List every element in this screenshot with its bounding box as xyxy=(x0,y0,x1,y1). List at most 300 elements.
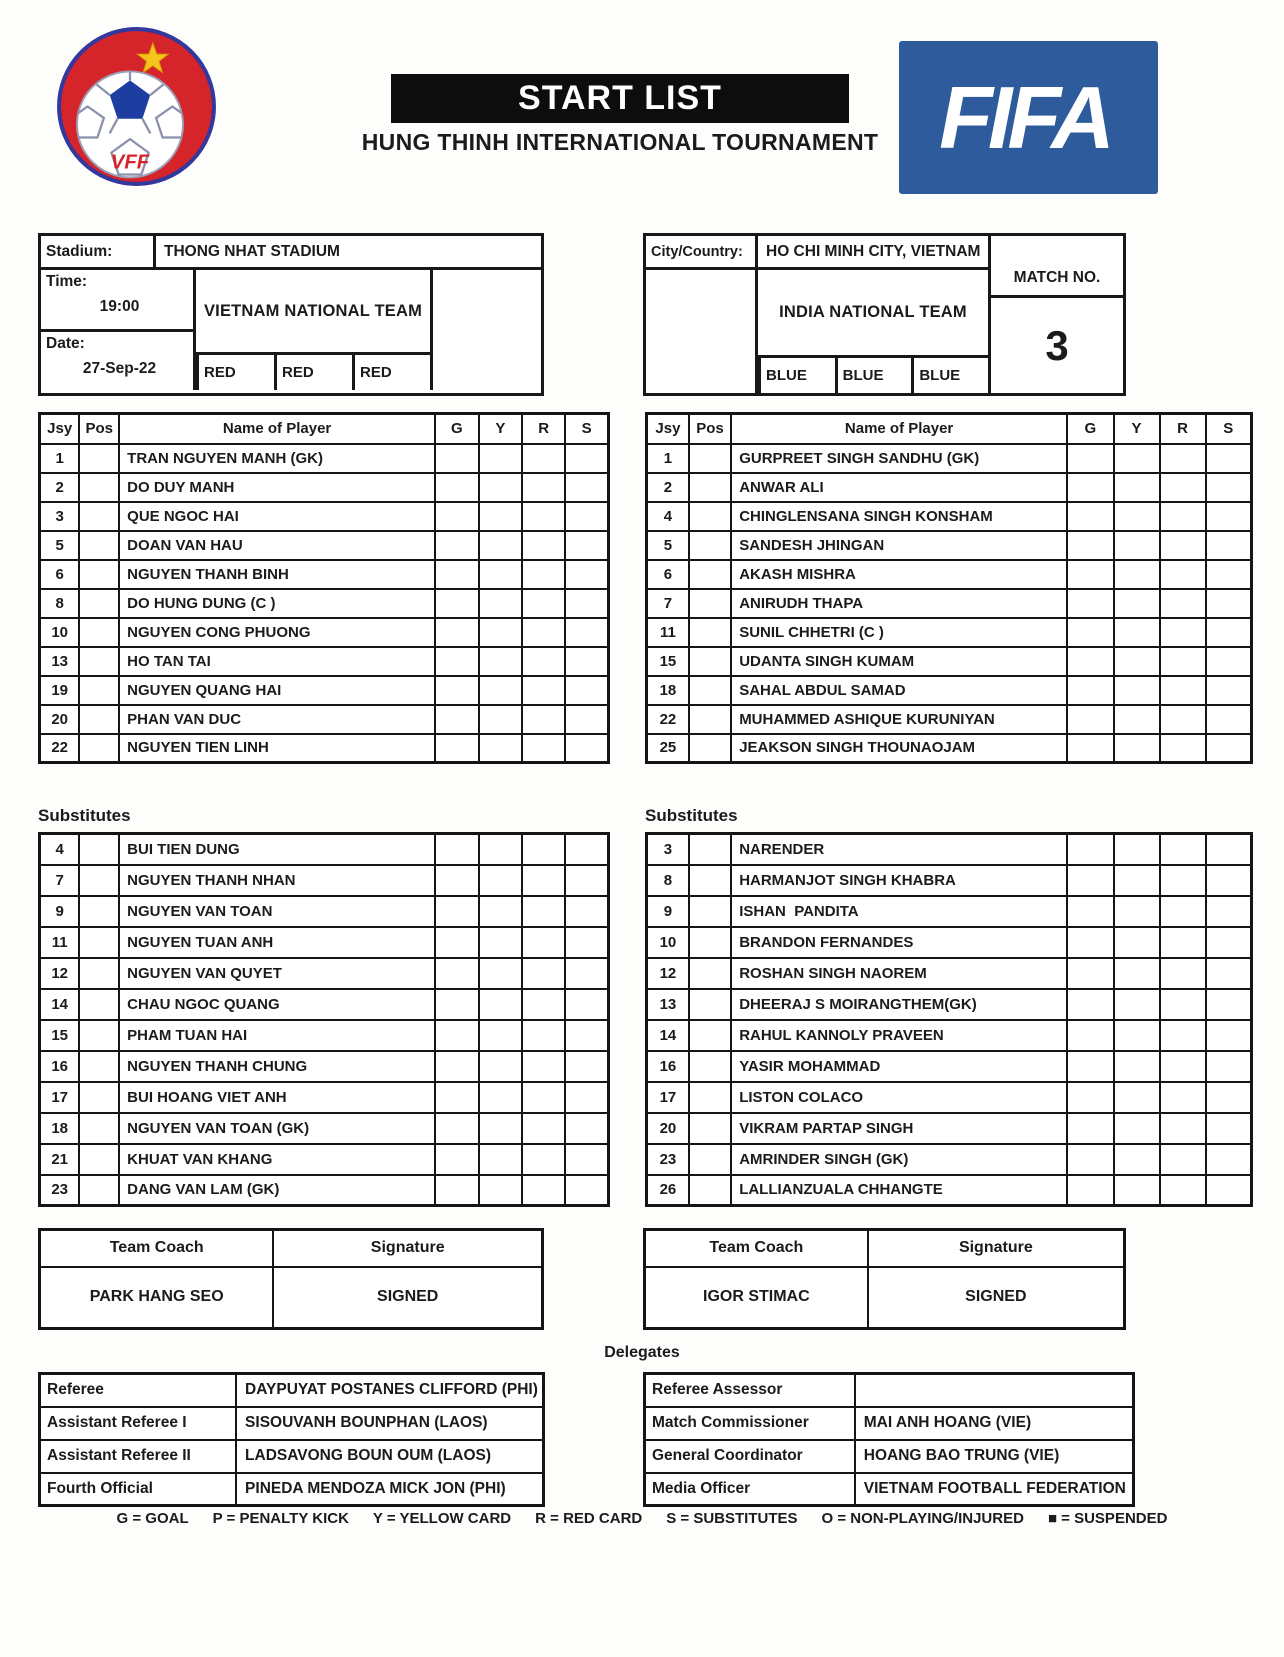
position-cell xyxy=(689,1051,731,1082)
away-kit-colors xyxy=(758,358,988,393)
substitute-cell xyxy=(1206,1175,1252,1206)
player-row xyxy=(647,589,1252,618)
away-panel-main xyxy=(646,236,988,393)
player-row xyxy=(40,1082,609,1113)
red-card-cell xyxy=(1160,834,1206,865)
substitute-cell xyxy=(1206,618,1252,647)
position-cell xyxy=(689,531,731,560)
goal-cell xyxy=(435,589,479,618)
substitute-cell xyxy=(565,647,608,676)
yellow-card-cell xyxy=(479,927,522,958)
jersey-number-cell: 16 xyxy=(40,1051,80,1082)
player-row xyxy=(647,647,1252,676)
substitute-cell xyxy=(1206,1051,1252,1082)
legend-item: G = GOAL xyxy=(116,1510,189,1527)
jersey-number-cell: 17 xyxy=(647,1082,689,1113)
red-card-cell xyxy=(522,896,565,927)
yellow-card-cell xyxy=(479,1051,522,1082)
goal-cell xyxy=(435,834,479,865)
yellow-card-cell xyxy=(479,1082,522,1113)
substitute-cell xyxy=(565,589,608,618)
goal-cell xyxy=(1067,834,1114,865)
substitute-cell xyxy=(1206,865,1252,896)
yellow-card-cell xyxy=(1114,865,1160,896)
goal-cell xyxy=(1067,618,1114,647)
substitute-cell xyxy=(565,989,608,1020)
jersey-number-cell: 17 xyxy=(40,1082,80,1113)
kit-color-cell: RED xyxy=(196,355,274,390)
goal-cell xyxy=(1067,1020,1114,1051)
position-cell xyxy=(79,531,119,560)
yellow-card-cell xyxy=(1114,958,1160,989)
goal-cell xyxy=(1067,1051,1114,1082)
legend-item: R = RED CARD xyxy=(535,1510,643,1527)
substitute-cell xyxy=(565,676,608,705)
yellow-card-cell xyxy=(1114,676,1160,705)
substitute-cell xyxy=(565,1082,608,1113)
jersey-number-cell: 11 xyxy=(40,927,80,958)
player-row xyxy=(647,896,1252,927)
goal-cell xyxy=(1067,502,1114,531)
player-row xyxy=(647,705,1252,734)
red-card-cell xyxy=(1160,927,1206,958)
substitute-cell xyxy=(1206,896,1252,927)
yellow-header: Y xyxy=(1114,414,1160,444)
goal-cell xyxy=(435,444,479,473)
position-cell xyxy=(689,1020,731,1051)
substitute-cell xyxy=(565,1051,608,1082)
jersey-number-cell: 10 xyxy=(647,927,689,958)
delegate-role-label: Assistant Referee I xyxy=(40,1407,237,1440)
player-name-cell: YASIR MOHAMMAD xyxy=(731,1051,1067,1082)
delegate-role-label: Match Commissioner xyxy=(645,1407,855,1440)
player-row xyxy=(647,834,1252,865)
yellow-card-cell xyxy=(479,834,522,865)
home-coach-section xyxy=(38,1228,544,1330)
yellow-card-cell xyxy=(479,958,522,989)
substitute-cell xyxy=(565,834,608,865)
player-row xyxy=(40,560,609,589)
delegate-row xyxy=(40,1374,544,1407)
position-cell xyxy=(689,647,731,676)
red-card-cell xyxy=(522,560,565,589)
red-card-cell xyxy=(1160,705,1206,734)
substitute-cell xyxy=(1206,927,1252,958)
red-card-cell xyxy=(522,589,565,618)
jersey-number-cell: 23 xyxy=(40,1175,80,1206)
substitute-cell xyxy=(565,473,608,502)
goal-cell xyxy=(1067,531,1114,560)
position-cell xyxy=(79,589,119,618)
legend-item: P = PENALTY KICK xyxy=(212,1510,349,1527)
substitute-cell xyxy=(565,1113,608,1144)
goal-cell xyxy=(435,896,479,927)
jersey-number-cell: 26 xyxy=(647,1175,689,1206)
goal-cell xyxy=(1067,676,1114,705)
yellow-card-cell xyxy=(1114,531,1160,560)
player-row xyxy=(40,705,609,734)
goal-cell xyxy=(1067,560,1114,589)
abbreviations-legend xyxy=(0,1510,1284,1527)
home-coach-name: PARK HANG SEO xyxy=(40,1267,274,1329)
yellow-card-cell xyxy=(479,734,522,763)
yellow-card-cell xyxy=(1114,618,1160,647)
player-name-cell: NGUYEN TUAN ANH xyxy=(119,927,435,958)
position-cell xyxy=(689,1144,731,1175)
position-cell xyxy=(79,647,119,676)
jersey-number-cell: 9 xyxy=(40,896,80,927)
red-header: R xyxy=(1160,414,1206,444)
player-name-cell: VIKRAM PARTAP SINGH xyxy=(731,1113,1067,1144)
red-card-cell xyxy=(1160,1020,1206,1051)
red-card-cell xyxy=(522,958,565,989)
coach-value-row xyxy=(645,1267,1125,1329)
substitute-cell xyxy=(1206,734,1252,763)
position-cell xyxy=(79,896,119,927)
legend-item: ■ = SUSPENDED xyxy=(1047,1510,1168,1527)
goal-cell xyxy=(435,1144,479,1175)
legend-item: Y = YELLOW CARD xyxy=(372,1510,512,1527)
yellow-card-cell xyxy=(479,705,522,734)
goal-cell xyxy=(435,734,479,763)
substitute-cell xyxy=(565,531,608,560)
position-cell xyxy=(689,1175,731,1206)
delegate-name-value: VIETNAM FOOTBALL FEDERATION xyxy=(855,1473,1134,1506)
red-card-cell xyxy=(1160,1051,1206,1082)
player-name-cell: GURPREET SINGH SANDHU (GK) xyxy=(731,444,1067,473)
away-coach-section xyxy=(643,1228,1126,1330)
position-cell xyxy=(79,560,119,589)
red-card-cell xyxy=(522,927,565,958)
jersey-number-cell: 12 xyxy=(40,958,80,989)
yellow-card-cell xyxy=(1114,834,1160,865)
away-substitutes-table xyxy=(645,832,1253,1207)
substitute-cell xyxy=(1206,958,1252,989)
jersey-number-cell: 1 xyxy=(40,444,80,473)
substitute-cell xyxy=(565,618,608,647)
delegate-role-label: Assistant Referee II xyxy=(40,1440,237,1473)
goal-header: G xyxy=(435,414,479,444)
red-card-cell xyxy=(522,473,565,502)
red-card-cell xyxy=(522,1113,565,1144)
jersey-number-cell: 4 xyxy=(647,502,689,531)
yellow-card-cell xyxy=(1114,1175,1160,1206)
signature-label: Signature xyxy=(273,1230,542,1267)
position-cell xyxy=(79,927,119,958)
fifa-logo-text: FIFA xyxy=(939,67,1110,167)
away-team-box xyxy=(758,270,988,393)
position-cell xyxy=(689,834,731,865)
red-card-cell xyxy=(1160,676,1206,705)
page-title: START LIST xyxy=(518,79,722,117)
jersey-number-cell: 6 xyxy=(647,560,689,589)
substitute-cell xyxy=(565,927,608,958)
home-starters-table xyxy=(38,412,610,764)
jersey-number-cell: 10 xyxy=(40,618,80,647)
player-name-cell: DANG VAN LAM (GK) xyxy=(119,1175,435,1206)
player-name-cell: UDANTA SINGH KUMAM xyxy=(731,647,1067,676)
jersey-number-cell: 1 xyxy=(647,444,689,473)
delegate-row xyxy=(40,1407,544,1440)
jersey-number-cell: 3 xyxy=(40,502,80,531)
red-card-cell xyxy=(522,531,565,560)
player-name-cell: NGUYEN TIEN LINH xyxy=(119,734,435,763)
delegate-role-label: Media Officer xyxy=(645,1473,855,1506)
position-cell xyxy=(689,473,731,502)
player-row xyxy=(647,502,1252,531)
red-card-cell xyxy=(522,1020,565,1051)
substitute-cell xyxy=(1206,676,1252,705)
goal-cell xyxy=(1067,1082,1114,1113)
jersey-number-cell: 20 xyxy=(40,705,80,734)
position-cell xyxy=(79,865,119,896)
substitutes-heading: Substitutes xyxy=(645,806,738,825)
delegate-role-label: Fourth Official xyxy=(40,1473,237,1506)
goal-cell xyxy=(435,560,479,589)
red-card-cell xyxy=(522,734,565,763)
away-starters-table xyxy=(645,412,1253,764)
home-coach-table xyxy=(38,1228,544,1330)
player-row xyxy=(40,1144,609,1175)
yellow-card-cell xyxy=(1114,647,1160,676)
delegate-row xyxy=(645,1440,1134,1473)
position-cell xyxy=(689,618,731,647)
player-name-cell: CHINGLENSANA SINGH KONSHAM xyxy=(731,502,1067,531)
goal-cell xyxy=(1067,865,1114,896)
player-name-cell: NGUYEN THANH NHAN xyxy=(119,865,435,896)
kit-color-cell: BLUE xyxy=(911,358,988,393)
position-cell xyxy=(79,444,119,473)
yellow-card-cell xyxy=(1114,705,1160,734)
jersey-number-cell: 13 xyxy=(40,647,80,676)
player-row xyxy=(40,502,609,531)
delegate-name-value: MAI ANH HOANG (VIE) xyxy=(855,1407,1134,1440)
jersey-number-cell: 6 xyxy=(40,560,80,589)
goal-cell xyxy=(435,705,479,734)
roster-header-row xyxy=(40,414,609,444)
player-row xyxy=(647,927,1252,958)
red-card-cell xyxy=(1160,1144,1206,1175)
team-coach-label: Team Coach xyxy=(645,1230,868,1267)
player-name-cell: PHAM TUAN HAI xyxy=(119,1020,435,1051)
substitute-header: S xyxy=(565,414,608,444)
jersey-number-cell: 18 xyxy=(40,1113,80,1144)
yellow-card-cell xyxy=(479,618,522,647)
substitute-cell xyxy=(1206,1113,1252,1144)
stadium-row xyxy=(41,236,541,270)
substitute-cell xyxy=(565,705,608,734)
substitute-cell xyxy=(1206,705,1252,734)
goal-cell xyxy=(435,1051,479,1082)
home-kit-colors xyxy=(196,355,430,390)
jersey-number-cell: 14 xyxy=(40,989,80,1020)
coach-header-row xyxy=(40,1230,543,1267)
match-number-label: MATCH NO. xyxy=(991,236,1123,298)
away-starters-section xyxy=(645,412,1253,764)
stadium-value: THONG NHAT STADIUM xyxy=(164,242,340,260)
player-row xyxy=(40,1113,609,1144)
jersey-number-cell: 20 xyxy=(647,1113,689,1144)
jersey-number-cell: 21 xyxy=(40,1144,80,1175)
player-name-cell: NGUYEN THANH CHUNG xyxy=(119,1051,435,1082)
jersey-number-cell: 16 xyxy=(647,1051,689,1082)
red-card-cell xyxy=(522,1144,565,1175)
yellow-card-cell xyxy=(1114,927,1160,958)
tournament-subtitle: HUNG THINH INTERNATIONAL TOURNAMENT xyxy=(361,129,879,155)
substitute-cell xyxy=(565,444,608,473)
player-name-header: Name of Player xyxy=(731,414,1067,444)
player-name-cell: DO DUY MANH xyxy=(119,473,435,502)
jersey-number-cell: 15 xyxy=(40,1020,80,1051)
empty-cell xyxy=(646,270,758,393)
position-cell xyxy=(79,618,119,647)
kit-color-cell: BLUE xyxy=(835,358,912,393)
position-cell xyxy=(79,734,119,763)
player-name-cell: NGUYEN VAN TOAN (GK) xyxy=(119,1113,435,1144)
player-row xyxy=(647,676,1252,705)
player-row xyxy=(647,444,1252,473)
player-row xyxy=(40,834,609,865)
away-coach-name: IGOR STIMAC xyxy=(645,1267,868,1329)
jersey-number-cell: 23 xyxy=(647,1144,689,1175)
substitute-cell xyxy=(565,502,608,531)
yellow-card-cell xyxy=(1114,444,1160,473)
red-card-cell xyxy=(1160,589,1206,618)
jersey-number-cell: 7 xyxy=(40,865,80,896)
player-name-cell: ROSHAN SINGH NAOREM xyxy=(731,958,1067,989)
position-cell xyxy=(689,705,731,734)
red-card-cell xyxy=(1160,734,1206,763)
delegate-name-value: DAYPUYAT POSTANES CLIFFORD (PHI) xyxy=(236,1374,543,1407)
legend-item: S = SUBSTITUTES xyxy=(666,1510,798,1527)
player-name-cell: JEAKSON SINGH THOUNAOJAM xyxy=(731,734,1067,763)
jersey-number-cell: 13 xyxy=(647,989,689,1020)
position-cell xyxy=(79,473,119,502)
position-cell xyxy=(79,1175,119,1206)
substitute-cell xyxy=(565,734,608,763)
time-block xyxy=(41,270,193,329)
player-row xyxy=(647,734,1252,763)
position-cell xyxy=(79,1051,119,1082)
player-name-cell: AKASH MISHRA xyxy=(731,560,1067,589)
substitute-cell xyxy=(1206,1020,1252,1051)
substitute-cell xyxy=(1206,647,1252,676)
player-row xyxy=(647,618,1252,647)
player-name-cell: PHAN VAN DUC xyxy=(119,705,435,734)
red-card-cell xyxy=(522,865,565,896)
goal-cell xyxy=(1067,647,1114,676)
player-name-cell: TRAN NGUYEN MANH (GK) xyxy=(119,444,435,473)
red-card-cell xyxy=(1160,896,1206,927)
yellow-card-cell xyxy=(479,989,522,1020)
player-name-cell: LISTON COLACO xyxy=(731,1082,1067,1113)
substitute-cell xyxy=(1206,473,1252,502)
player-row xyxy=(647,1144,1252,1175)
yellow-card-cell xyxy=(479,560,522,589)
substitute-cell xyxy=(565,896,608,927)
player-row xyxy=(647,1051,1252,1082)
jersey-number-cell: 8 xyxy=(647,865,689,896)
goal-cell xyxy=(1067,896,1114,927)
delegate-role-label: Referee xyxy=(40,1374,237,1407)
player-name-cell: ANWAR ALI xyxy=(731,473,1067,502)
position-header: Pos xyxy=(79,414,119,444)
goal-cell xyxy=(435,531,479,560)
city-row xyxy=(646,236,988,270)
substitute-header: S xyxy=(1206,414,1252,444)
kit-color-cell: RED xyxy=(274,355,352,390)
substitute-cell xyxy=(1206,834,1252,865)
red-card-cell xyxy=(522,1082,565,1113)
player-name-cell: AMRINDER SINGH (GK) xyxy=(731,1144,1067,1175)
delegate-name-value: LADSAVONG BOUN OUM (LAOS) xyxy=(236,1440,543,1473)
player-row xyxy=(40,958,609,989)
goal-cell xyxy=(435,865,479,896)
delegates-right-section xyxy=(643,1372,1135,1507)
player-name-cell: DO HUNG DUNG (C ) xyxy=(119,589,435,618)
fifa-logo xyxy=(899,41,1158,194)
red-card-cell xyxy=(522,705,565,734)
position-cell xyxy=(689,865,731,896)
player-name-cell: CHAU NGOC QUANG xyxy=(119,989,435,1020)
jersey-number-cell: 2 xyxy=(40,473,80,502)
player-name-header: Name of Player xyxy=(119,414,435,444)
home-coach-signature: SIGNED xyxy=(273,1267,542,1329)
city-country-label: City/Country: xyxy=(646,236,758,267)
player-row xyxy=(40,473,609,502)
red-card-cell xyxy=(1160,560,1206,589)
red-card-cell xyxy=(522,1051,565,1082)
player-name-cell: NGUYEN VAN TOAN xyxy=(119,896,435,927)
substitute-cell xyxy=(1206,1144,1252,1175)
player-name-cell: BUI HOANG VIET ANH xyxy=(119,1082,435,1113)
red-card-cell xyxy=(1160,502,1206,531)
delegate-role-label: Referee Assessor xyxy=(645,1374,855,1407)
player-name-cell: DOAN VAN HAU xyxy=(119,531,435,560)
goal-cell xyxy=(435,647,479,676)
red-card-cell xyxy=(1160,618,1206,647)
substitute-cell xyxy=(1206,1082,1252,1113)
goal-cell xyxy=(435,473,479,502)
yellow-card-cell xyxy=(1114,473,1160,502)
goal-cell xyxy=(1067,705,1114,734)
jersey-number-cell: 3 xyxy=(647,834,689,865)
home-team-box xyxy=(196,270,430,390)
delegate-role-label: General Coordinator xyxy=(645,1440,855,1473)
player-row xyxy=(647,1020,1252,1051)
player-row xyxy=(40,676,609,705)
position-cell xyxy=(79,989,119,1020)
position-cell xyxy=(79,834,119,865)
substitute-cell xyxy=(565,560,608,589)
goal-cell xyxy=(435,502,479,531)
player-name-cell: SAHAL ABDUL SAMAD xyxy=(731,676,1067,705)
red-card-cell xyxy=(1160,1113,1206,1144)
goal-cell xyxy=(435,1175,479,1206)
red-card-cell xyxy=(1160,958,1206,989)
player-name-cell: QUE NGOC HAI xyxy=(119,502,435,531)
red-card-cell xyxy=(1160,1175,1206,1206)
yellow-card-cell xyxy=(1114,1051,1160,1082)
delegate-row xyxy=(40,1473,544,1506)
goal-header: G xyxy=(1067,414,1114,444)
substitute-cell xyxy=(565,865,608,896)
position-cell xyxy=(689,927,731,958)
yellow-card-cell xyxy=(479,1175,522,1206)
yellow-card-cell xyxy=(1114,1082,1160,1113)
player-row xyxy=(647,531,1252,560)
jersey-header: Jsy xyxy=(40,414,80,444)
